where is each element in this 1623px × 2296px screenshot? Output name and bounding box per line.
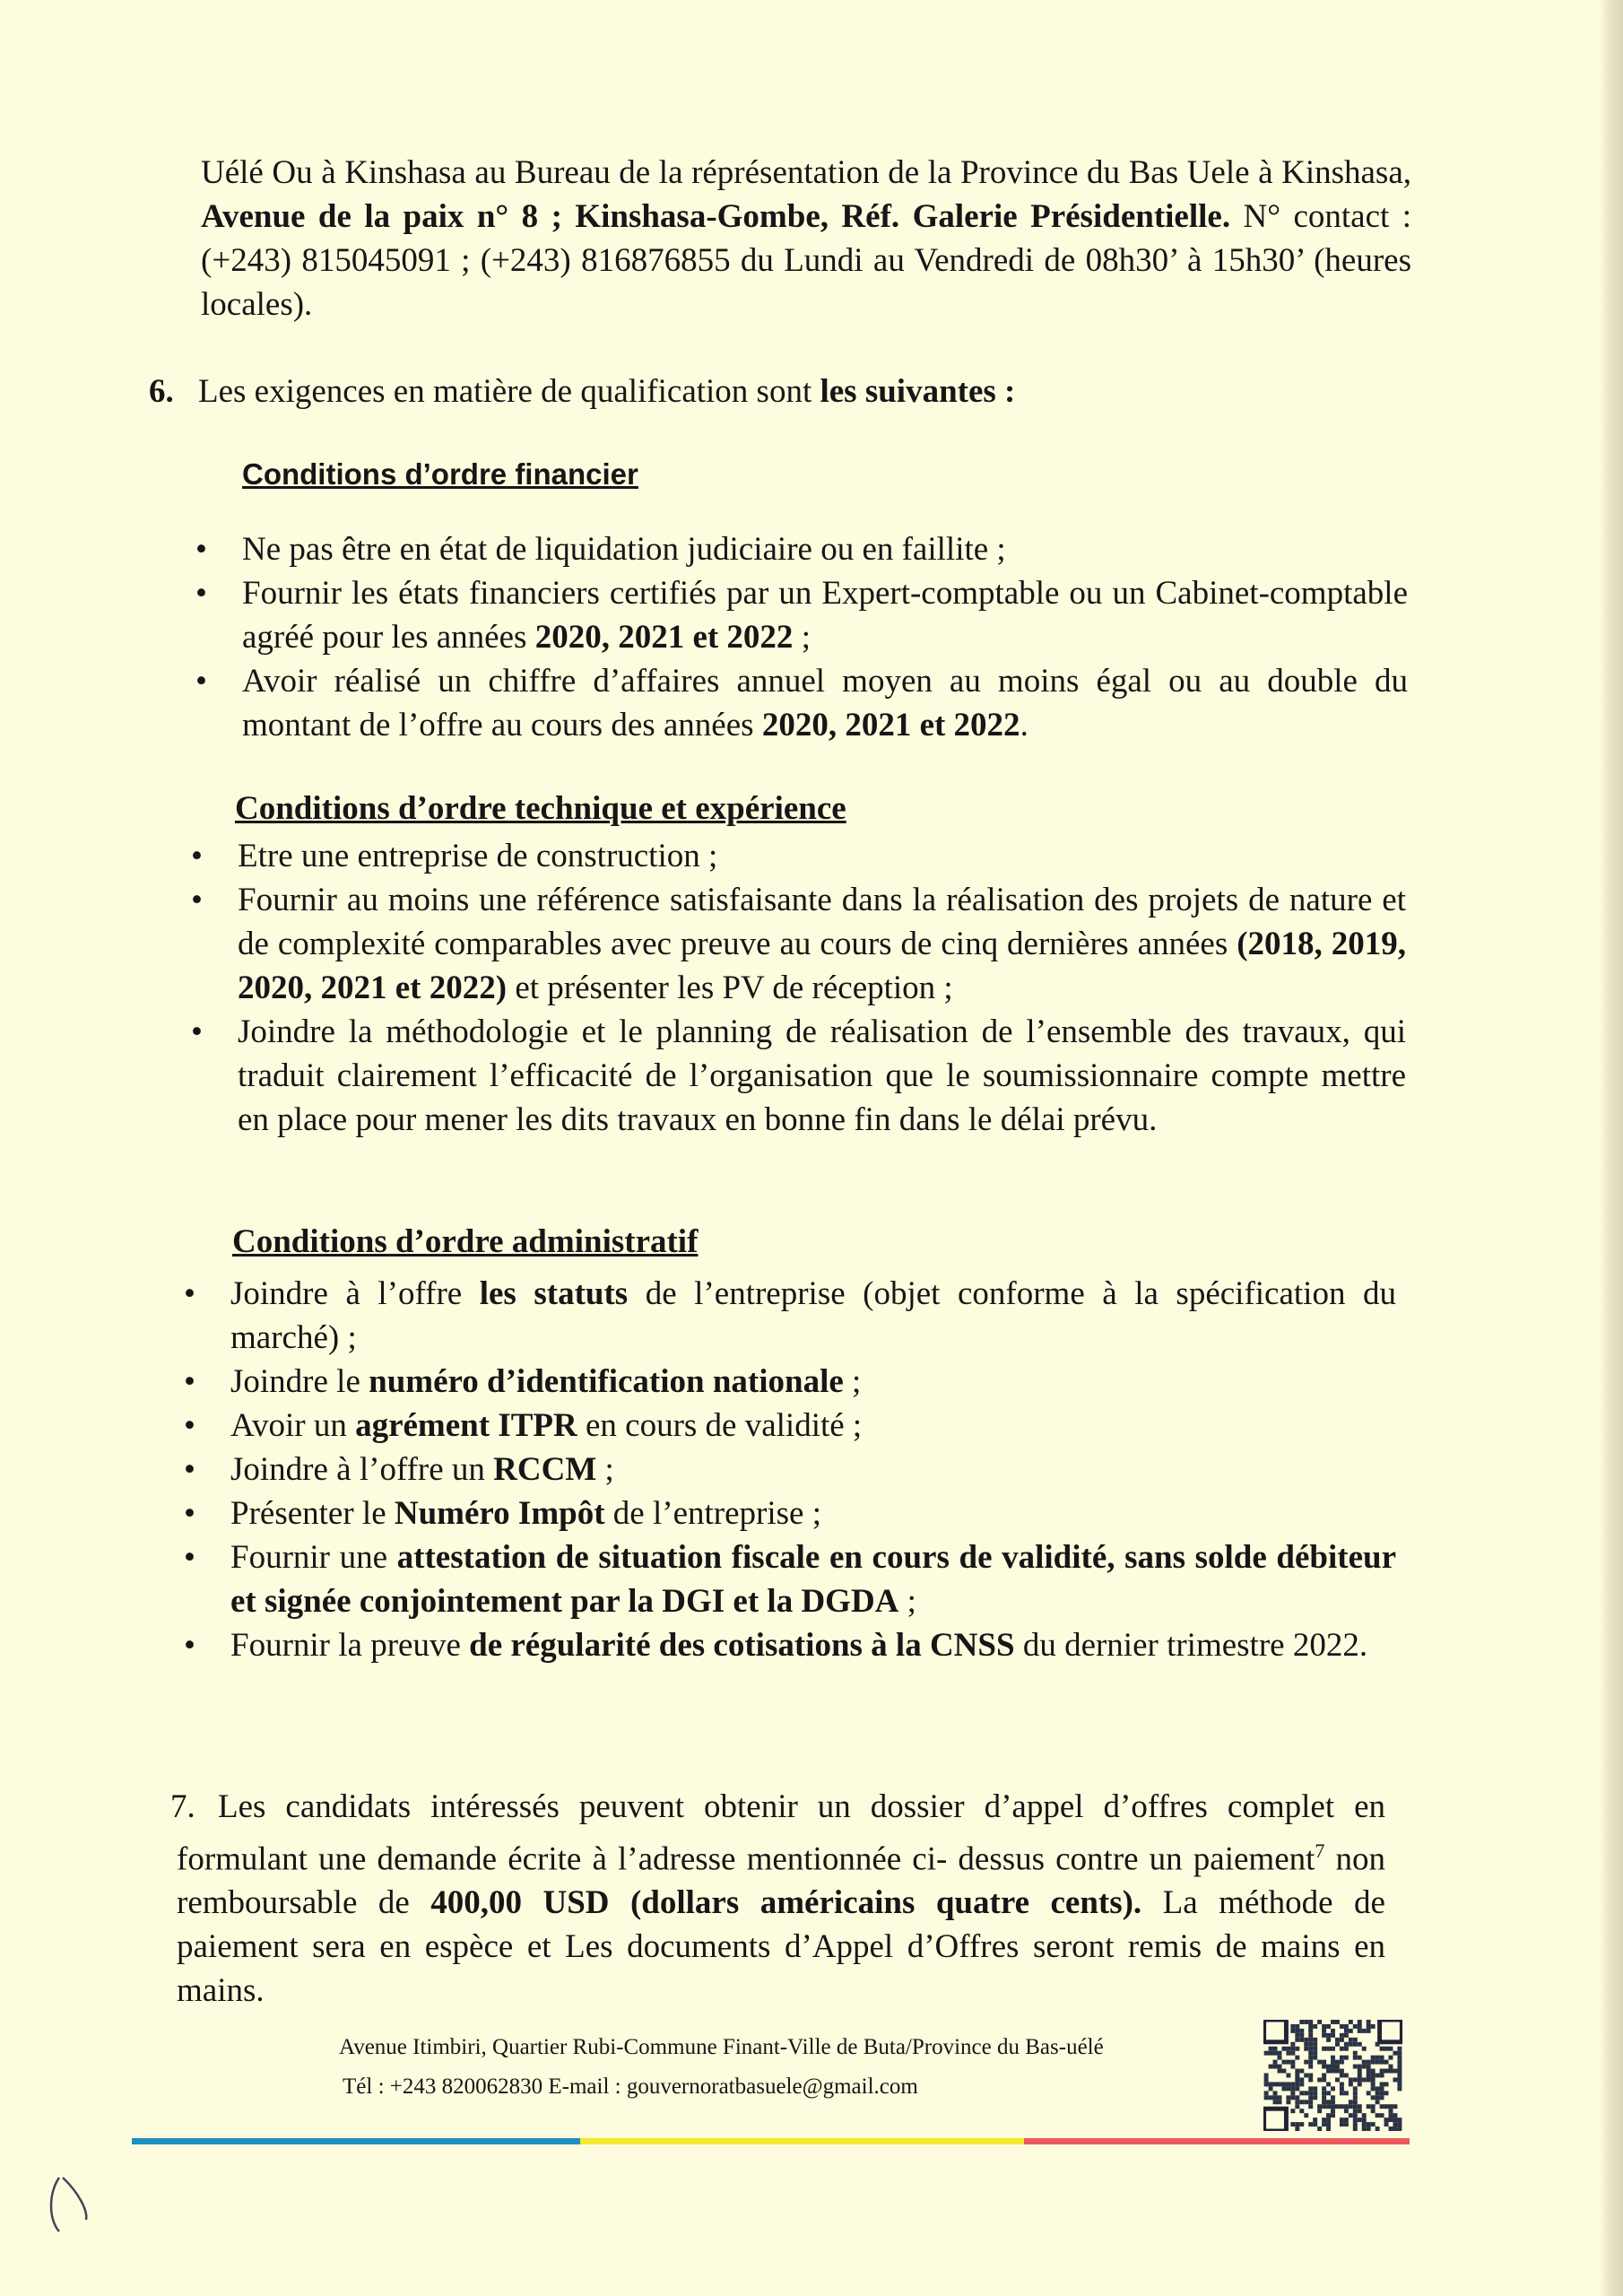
bullet-icon: • xyxy=(191,882,203,918)
text-segment: N° contact : (+243) 815045091 ; (+243) 816876855 du Lundi au Vendredi de 08h30’ à 15h30’ (heures locales). xyxy=(201,198,1411,323)
text-segment: Etre une entreprise de construction ; xyxy=(238,838,718,874)
bullet-icon: • xyxy=(184,1363,195,1400)
bullet-item xyxy=(184,1535,1396,1623)
text-segment: . xyxy=(1020,707,1028,744)
text-segment: Avoir un xyxy=(230,1407,356,1444)
text-segment: ; xyxy=(596,1451,614,1488)
text-segment: Fournir au moins une référence satisfaisante dans la réalisation des projets de nature et de complexité comparables avec preuve au cours de cinq dernières années xyxy=(238,882,1406,962)
handwritten-mark xyxy=(43,2170,106,2242)
text-segment: Fournir les états financiers certifiés par un Expert-comptable ou un Cabinet-comptable agréé pour les années xyxy=(242,575,1408,656)
administrative-conditions-heading: Conditions d’ordre administratif xyxy=(232,1223,699,1260)
bold-text: RCCM xyxy=(493,1451,597,1488)
text-segment: Joindre à l’offre xyxy=(230,1275,480,1312)
flag-bar-blue xyxy=(132,2138,580,2144)
text-segment: non remboursable de xyxy=(177,1840,1386,1922)
technical-conditions-list xyxy=(191,834,1406,1142)
text-segment: Fournir une xyxy=(230,1539,397,1576)
qr-code-icon xyxy=(1263,2020,1402,2131)
bold-text: les suivantes : xyxy=(820,373,1016,410)
text-segment: Uélé Ou à Kinshasa au Bureau de la réprésentation de la Province du Bas Uele à Kinshasa, xyxy=(201,154,1411,191)
text-segment: et présenter les PV de réception ; xyxy=(507,970,953,1006)
bullet-item xyxy=(184,1448,1396,1492)
bullet-item xyxy=(195,571,1408,659)
bullet-icon: • xyxy=(184,1275,195,1312)
bullet-item xyxy=(184,1360,1396,1404)
text-segment: de l’entreprise (objet conforme à la spécification du marché) ; xyxy=(230,1275,1396,1356)
bold-text: les statuts xyxy=(479,1275,629,1312)
bold-text: 2020, 2021 et 2022 xyxy=(534,619,794,656)
text-segment: Ne pas être en état de liquidation judiciaire ou en faillite ; xyxy=(242,531,1006,568)
text-segment: Les exigences en matière de qualification sont xyxy=(198,373,820,410)
financial-conditions-heading: Conditions d’ordre financier xyxy=(242,457,638,491)
item-7-number: 7. xyxy=(170,1788,195,1825)
bullet-icon: • xyxy=(184,1539,195,1576)
flag-bar-yellow xyxy=(580,2138,1024,2144)
financial-conditions-list xyxy=(195,527,1408,747)
text-segment: ; xyxy=(898,1583,916,1620)
bold-text: (2018, 2019, 2020, 2021 et 2022) xyxy=(238,926,1406,1006)
bullet-item xyxy=(195,527,1408,571)
bullet-icon: • xyxy=(195,575,207,612)
technical-conditions-heading: Conditions d’ordre technique et expérience xyxy=(235,790,846,827)
page-edge-shadow xyxy=(1600,0,1623,2296)
text-segment: Avoir réalisé un chiffre d’affaires annuel moyen au moins égal ou au double du montant de l’offre au cours des années xyxy=(242,663,1408,744)
bullet-item xyxy=(191,1010,1406,1142)
bullet-item xyxy=(191,834,1406,878)
text-segment: du dernier trimestre 2022. xyxy=(1014,1627,1368,1664)
bullet-icon: • xyxy=(184,1627,195,1664)
text-segment: ; xyxy=(843,1363,862,1400)
bold-text: 2020, 2021 et 2022 xyxy=(761,707,1020,744)
item-6-text xyxy=(198,370,1409,413)
bold-text: attestation de situation fiscale en cours de validité, sans solde débiteur et signée conjointement par la DGI et la DGDA xyxy=(230,1539,1396,1620)
text-segment: Joindre le xyxy=(230,1363,369,1400)
bullet-icon: • xyxy=(191,838,203,874)
bullet-icon: • xyxy=(195,663,207,700)
flag-bar-red xyxy=(1024,2138,1410,2144)
item-6-number: 6. xyxy=(149,373,174,410)
bullet-icon: • xyxy=(184,1407,195,1444)
administrative-conditions-list xyxy=(184,1272,1396,1667)
footer-contact: Tél : +243 820062830 E-mail : gouvernoratbasuele@gmail.com xyxy=(343,2074,918,2099)
bullet-item xyxy=(184,1272,1396,1360)
bold-text: de régularité des cotisations à la CNSS xyxy=(469,1627,1015,1664)
bullet-icon: • xyxy=(195,531,207,568)
bullet-item xyxy=(191,878,1406,1010)
bold-text: numéro d’identification nationale xyxy=(369,1363,844,1400)
item-7-text xyxy=(177,1785,1385,2013)
bullet-icon: • xyxy=(184,1495,195,1532)
bold-text: 400,00 USD (dollars américains quatre cents). xyxy=(430,1884,1142,1922)
bold-text: Numéro Impôt xyxy=(394,1495,605,1532)
bullet-item xyxy=(184,1404,1396,1448)
footer-address: Avenue Itimbiri, Quartier Rubi-Commune Finant-Ville de Buta/Province du Bas-uélé xyxy=(339,2035,1104,2059)
text-segment: Joindre la méthodologie et le planning de réalisation de l’ensemble des travaux, qui traduit clairement l’efficacité de l’organisation que le soumissionnaire compte mettre en place pour mener les dits travaux en bonne fin dans le délai prévu. xyxy=(238,1013,1406,1138)
bullet-icon: • xyxy=(184,1451,195,1488)
bold-text: agrément ITPR xyxy=(355,1407,577,1444)
text-segment: La méthode de paiement sera en espèce et Les documents d’Appel d’Offres seront remis de mains en mains. xyxy=(177,1884,1385,2010)
bold-text: Avenue de la paix n° 8 ; Kinshasa-Gombe, Réf. Galerie Présidentielle. xyxy=(201,198,1231,235)
text-segment: 7 xyxy=(1315,1839,1325,1862)
text-segment: Présenter le xyxy=(230,1495,395,1532)
text-segment: Les candidats intéressés peuvent obtenir un dossier d’appel d’offres complet en formulant une demande écrite à l’adresse mentionnée ci- dessus contre un paiement xyxy=(177,1788,1385,1878)
bullet-item xyxy=(195,659,1408,747)
bullet-icon: • xyxy=(191,1013,203,1050)
text-segment: Fournir la preuve xyxy=(230,1627,470,1664)
text-segment: de l’entreprise ; xyxy=(604,1495,821,1532)
text-segment: Joindre à l’offre un xyxy=(230,1451,494,1488)
bullet-item xyxy=(184,1623,1396,1667)
text-segment: ; xyxy=(793,619,811,656)
bullet-item xyxy=(184,1492,1396,1535)
text-segment: en cours de validité ; xyxy=(577,1407,863,1444)
intro-paragraph xyxy=(201,151,1411,326)
